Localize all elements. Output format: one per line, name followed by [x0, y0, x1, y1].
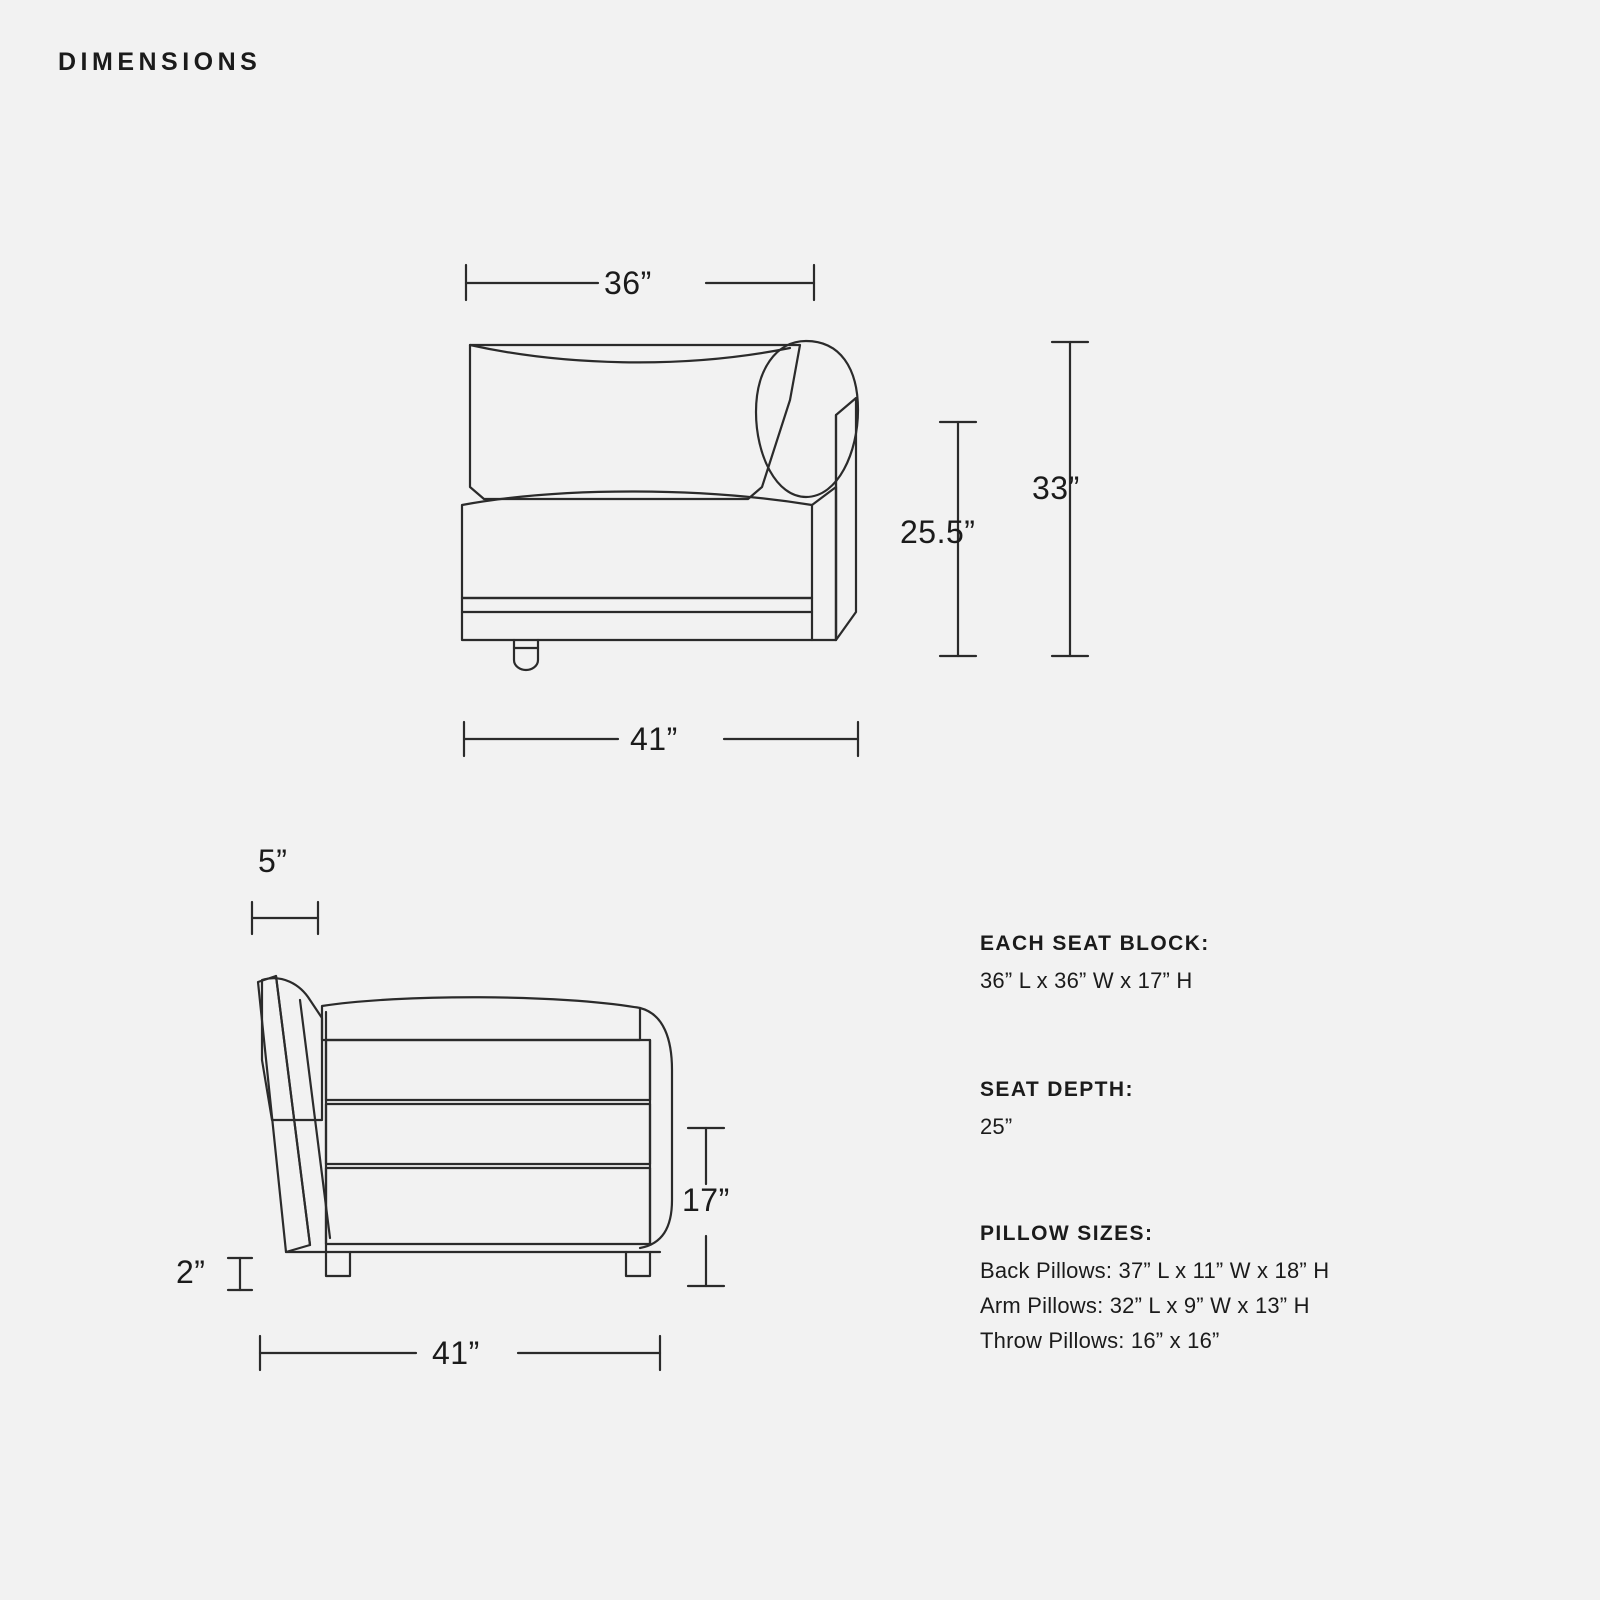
spec-seat-depth-line-1: 25”	[980, 1114, 1013, 1139]
side-seat-height-label: 17”	[682, 1182, 730, 1218]
front-seatback-height-label: 25.5”	[900, 514, 976, 550]
spec-seat-block-heading: EACH SEAT BLOCK:	[980, 932, 1210, 955]
side-leg-height-dimension-line	[228, 1258, 252, 1290]
front-total-height-label: 33”	[1032, 470, 1080, 506]
side-arm-width-dimension-line	[252, 902, 318, 934]
spec-seat-depth	[980, 1078, 1134, 1149]
page-title: DIMENSIONS	[58, 48, 262, 76]
spec-pillow-sizes	[980, 1222, 1329, 1363]
spec-seat-block	[980, 932, 1210, 1003]
spec-seat-block-line-1: 36” L x 36” W x 17” H	[980, 968, 1193, 993]
front-depth-label: 41”	[630, 721, 678, 757]
side-view-body	[258, 976, 672, 1276]
side-depth-label: 41”	[432, 1335, 480, 1371]
side-arm-width-label: 5”	[258, 843, 288, 879]
spec-pillow-sizes-line-3: Throw Pillows: 16” x 16”	[980, 1328, 1220, 1353]
front-width-label: 36”	[604, 265, 652, 301]
side-leg-height-label: 2”	[176, 1254, 206, 1290]
spec-pillow-sizes-line-2: Arm Pillows: 32” L x 9” W x 13” H	[980, 1293, 1310, 1318]
front-view-body	[462, 341, 858, 670]
spec-pillow-sizes-line-1: Back Pillows: 37” L x 11” W x 18” H	[980, 1258, 1330, 1283]
spec-seat-depth-heading: SEAT DEPTH:	[980, 1078, 1134, 1101]
spec-pillow-sizes-heading: PILLOW SIZES:	[980, 1222, 1154, 1245]
